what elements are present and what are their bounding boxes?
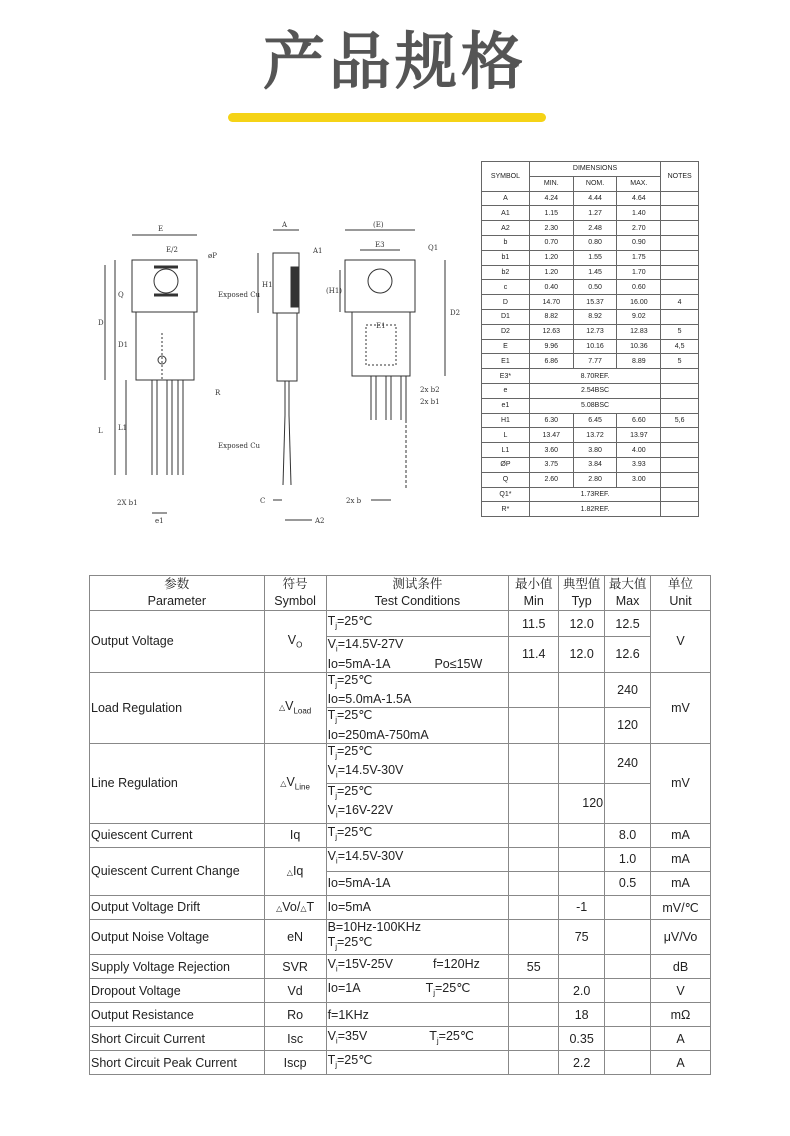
label-e3: E3 xyxy=(375,241,385,249)
row-quiescent-current: Quiescent Current Iq $T_j=25℃$ 8.0 mA xyxy=(90,823,711,847)
dim-row: E3* 8.70REF. xyxy=(482,369,699,384)
dim-row: R* 1.82REF. xyxy=(482,502,699,517)
dim-row: b2 1.20 1.45 1.70 xyxy=(482,265,699,280)
label-h1-paren: (H1) xyxy=(326,287,343,295)
dim-row: E 9.96 10.16 10.36 4,5 xyxy=(482,339,699,354)
dim-row: D1 8.82 8.92 9.02 xyxy=(482,309,699,324)
dim-row: A 4.24 4.44 4.64 xyxy=(482,191,699,206)
label-e-half: E/2 xyxy=(166,246,178,254)
parameter-table: 参数 Parameter 符号 Symbol 测试条件 Test Conditions 最小值 Min 典型值 Typ 最大值 Max 单位 Unit Output Voltage $V_O$ $T_j=25℃$ 11.5 12.0 12.5 V $V_i=14.5V-27V$ Io=5mA-1A Po≤15W 11.4 12.0 12.6 Load Regulation $\triangle V_{Load}$ $T_j=25℃$ Io=5.0mA-1.5A 240 mV $T_j=25℃$ Io=250mA-750mA 120 Line Regulation $\triangle V_{Line}$ $T_j=25℃$ $V_i=14.5V-30V$ 240 mV $T_j=25℃$ $V_i=16V-22V$ 120 Quiescent Current Iq $T_j=25℃$ 8.0 mA Quiescent Current Change △Iq $V_i=14.5V-30V$ 1.0 mA Io=5mA-1A 0.5 mA Output Voltage Drift △Vo/△T Io=5mA -1 mV/℃ Output Noise Voltage eN B=10Hz-100KHz $T_j=25℃$ 75 μV/Vo Supply Voltage Rejection SVR $V_i=15V-25V$ f=120Hz 55 dB Dropout Voltage Vd Io=1A $T_j=25℃$ 2.0 V Output Resistance Ro f=1KHz 18 mΩ Short Circuit Current Isc $V_i=35V$ $T_j=25℃$ 0.35 A Short Circuit Peak Current Iscp $T_j=25℃$ 2.2 A xyxy=(89,575,711,1075)
header-min: 最小值 Min xyxy=(509,576,559,611)
label-2x-b: 2x b xyxy=(346,497,362,505)
label-d: D xyxy=(98,319,104,327)
header-typ: 典型值 Typ xyxy=(559,576,605,611)
label-q1: Q1 xyxy=(428,244,439,252)
label-e1: E1 xyxy=(376,322,386,330)
dim-header-max: MAX. xyxy=(617,176,661,191)
title-underline xyxy=(228,113,546,122)
dim-row: A2 2.30 2.48 2.70 xyxy=(482,221,699,236)
label-d1: D1 xyxy=(118,341,129,349)
dim-row: E1 6.86 7.77 8.89 5 xyxy=(482,354,699,369)
label-a: A xyxy=(282,221,288,229)
dim-row: e1 5.08BSC xyxy=(482,398,699,413)
dim-header-notes: NOTES xyxy=(661,162,699,192)
header-conditions: 测试条件 Test Conditions xyxy=(326,576,509,611)
label-op: øP xyxy=(208,252,217,260)
label-2x-b2: 2x b2 xyxy=(420,386,440,394)
label-r: R xyxy=(215,389,221,397)
row-output-voltage-drift: Output Voltage Drift △Vo/△T Io=5mA -1 mV/℃ xyxy=(90,895,711,919)
row-load-regulation: Load Regulation $\triangle V_{Load}$ $T_j=25℃$ Io=5.0mA-1.5A 240 mV xyxy=(90,672,711,708)
label-l1: L1 xyxy=(118,424,128,432)
page-title: 产品规格 xyxy=(262,25,527,98)
param-header-row xyxy=(90,576,711,611)
row-dropout-voltage: Dropout Voltage Vd Io=1A $T_j=25℃$ 2.0 V xyxy=(90,979,711,1003)
dim-row: H1 6.30 6.45 6.60 5,6 xyxy=(482,413,699,428)
row-supply-voltage-rejection: Supply Voltage Rejection SVR $V_i=15V-25V$ f=120Hz 55 dB xyxy=(90,955,711,979)
dim-header-dimensions: DIMENSIONS xyxy=(529,162,660,177)
label-e-paren: (E) xyxy=(373,221,384,229)
dim-row: D 14.70 15.37 16.00 4 xyxy=(482,295,699,310)
dim-row: Q 2.60 2.80 3.00 xyxy=(482,472,699,487)
label-exposed-cu-bottom: Exposed Cu xyxy=(218,442,261,450)
dim-body xyxy=(482,191,699,517)
dim-header-symbol: SYMBOL xyxy=(482,162,530,192)
header-parameter: 参数 Parameter xyxy=(90,576,265,611)
label-e1-small: e1 xyxy=(155,517,164,525)
row-short-circuit-current: Short Circuit Current Isc $V_i=35V$ $T_j=25℃$ 0.35 A xyxy=(90,1027,711,1051)
dim-row: L 13.47 13.72 13.97 xyxy=(482,428,699,443)
label-a1: A1 xyxy=(313,247,323,255)
header-symbol: 符号 Symbol xyxy=(264,576,326,611)
header-unit: 单位 Unit xyxy=(651,576,711,611)
label-d2: D2 xyxy=(450,309,461,317)
label-exposed-cu-top: Exposed Cu xyxy=(218,291,261,299)
row-output-resistance: Output Resistance Ro f=1KHz 18 mΩ xyxy=(90,1003,711,1027)
dim-row: L1 3.60 3.80 4.00 xyxy=(482,443,699,458)
row-quiescent-change: Quiescent Current Change △Iq $V_i=14.5V-30V$ 1.0 mA xyxy=(90,847,711,871)
dim-row: D2 12.63 12.73 12.83 5 xyxy=(482,324,699,339)
package-drawing xyxy=(90,215,480,535)
label-q: Q xyxy=(118,291,124,299)
dim-row: c 0.40 0.50 0.60 xyxy=(482,280,699,295)
dim-header-min: MIN. xyxy=(529,176,573,191)
label-2x-b1-right: 2x b1 xyxy=(420,398,440,406)
row-short-circuit-peak: Short Circuit Peak Current Iscp $T_j=25℃$ 2.2 A xyxy=(90,1051,711,1075)
header-max: 最大值 Max xyxy=(605,576,651,611)
dim-row: A1 1.15 1.27 1.40 xyxy=(482,206,699,221)
label-2x-b1: 2X b1 xyxy=(117,499,138,507)
label-c: C xyxy=(260,497,266,505)
label-l: L xyxy=(98,427,103,435)
label-a2: A2 xyxy=(315,517,325,525)
dimensions-table xyxy=(481,161,699,517)
dim-row: b 0.70 0.80 0.90 xyxy=(482,235,699,250)
row-output-noise: Output Noise Voltage eN B=10Hz-100KHz $T_j=25℃$ 75 μV/Vo xyxy=(90,919,711,955)
row-output-voltage: Output Voltage $V_O$ $T_j=25℃$ 11.5 12.0 12.5 V xyxy=(90,611,711,637)
dim-row: ØP 3.75 3.84 3.93 xyxy=(482,457,699,472)
dim-row: e 2.54BSC xyxy=(482,383,699,398)
label-h1: H1 xyxy=(262,281,273,289)
row-line-regulation: Line Regulation $\triangle V_{Line}$ $T_j=25℃$ $V_i=14.5V-30V$ 240 mV xyxy=(90,743,711,783)
dim-header-nom: NOM. xyxy=(573,176,617,191)
dim-row: b1 1.20 1.55 1.75 xyxy=(482,250,699,265)
dim-row: Q1* 1.73REF. xyxy=(482,487,699,502)
label-e: E xyxy=(158,225,164,233)
